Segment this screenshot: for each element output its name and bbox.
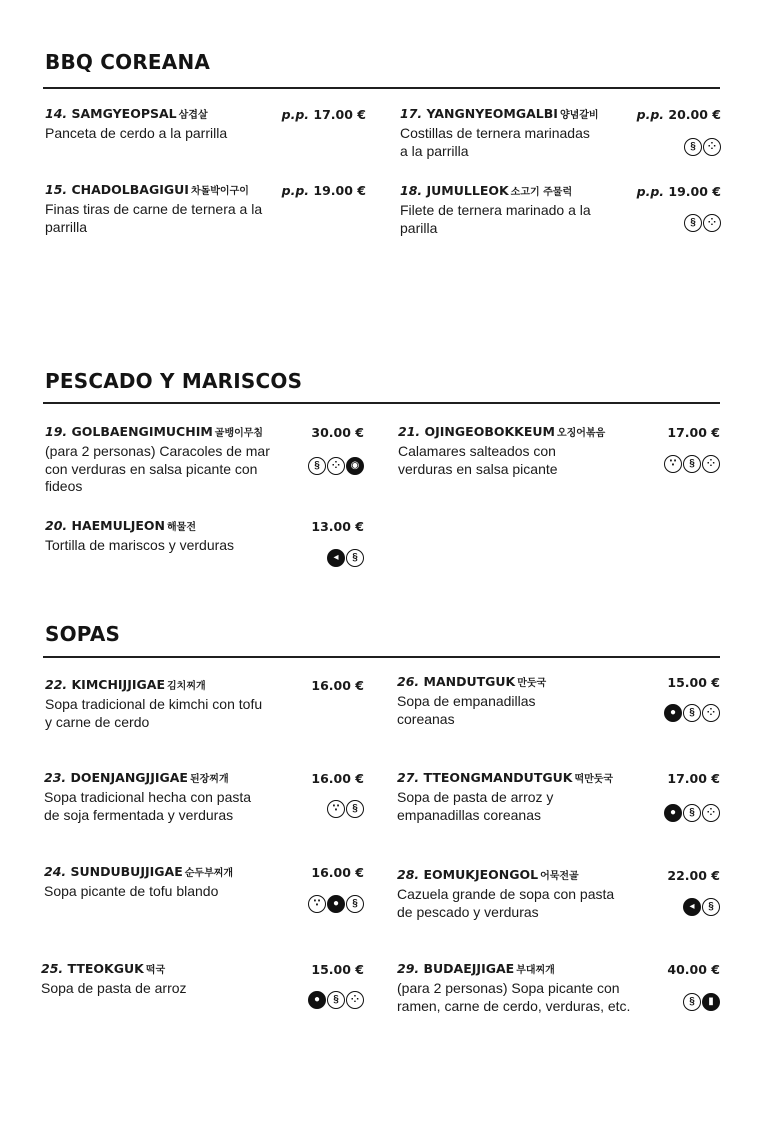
- item-korean-name: 어묵전골: [540, 871, 579, 882]
- item-description: Sopa tradicional de kimchi con tofu y carne de cerdo: [45, 696, 263, 730]
- item-number: 28.: [397, 867, 424, 882]
- item-number: 21.: [398, 424, 425, 439]
- allergen-icons: [327, 800, 364, 818]
- mollusc-icon: ◉: [346, 457, 364, 475]
- item-number: 14.: [45, 106, 72, 121]
- sesame-icon: ∵: [327, 800, 345, 818]
- price-value: 15.00 €: [311, 962, 364, 977]
- price-value: 20.00 €: [668, 107, 721, 122]
- item-description: (para 2 personas) Sopa picante con ramen, carne de cerdo, verduras, etc.: [397, 980, 631, 1014]
- section-divider: [43, 402, 720, 404]
- price-value: 19.00 €: [668, 184, 721, 199]
- gluten-icon: §: [684, 214, 702, 232]
- item-description: Tortilla de mariscos y verduras: [45, 537, 235, 553]
- price-value: 17.00 €: [313, 107, 366, 122]
- item-name: OJINGEOBOKKEUM: [424, 424, 555, 439]
- per-person-label: p.p.: [281, 183, 314, 198]
- section-title-sopas: SOPAS: [45, 622, 121, 646]
- item-name: TTEONGMANDUTGUK: [423, 770, 573, 785]
- allergen-icons: [308, 991, 364, 1009]
- allergen-icons: [664, 804, 720, 822]
- allergen-icons: [664, 704, 720, 722]
- item-name: TTEOKGUK: [67, 961, 144, 976]
- item-name: BUDAEJJIGAE: [423, 961, 515, 976]
- item-name: EOMUKJEONGOL: [423, 867, 539, 882]
- gluten-icon: §: [683, 993, 701, 1011]
- item-number: 27.: [397, 770, 424, 785]
- item-number: 22.: [45, 677, 72, 692]
- item-price: [311, 865, 364, 880]
- price-value: 30.00 €: [311, 425, 364, 440]
- item-description: Calamares salteados con verduras en salsa picante: [398, 443, 558, 477]
- item-description: Sopa picante de tofu blando: [44, 883, 219, 899]
- allergen-icons: [683, 993, 720, 1011]
- gluten-icon: §: [683, 804, 701, 822]
- egg-icon: ●: [664, 804, 682, 822]
- item-description: Cazuela grande de sopa con pasta de pescado y verduras: [397, 886, 615, 920]
- sesame-icon: ∵: [664, 455, 682, 473]
- item-korean-name: 만둣국: [517, 678, 547, 689]
- item-price: [637, 107, 721, 122]
- price-value: 17.00 €: [667, 771, 720, 786]
- item-price: [667, 675, 720, 690]
- item-korean-name: 오징어볶음: [556, 428, 606, 439]
- item-description: Sopa de pasta de arroz y empanadillas coreanas: [397, 789, 554, 823]
- item-korean-name: 차돌박이구이: [190, 186, 249, 197]
- allergen-icons: [308, 895, 364, 913]
- item-korean-name: 소고기 주물럭: [510, 187, 573, 198]
- item-price: [311, 519, 364, 534]
- soy-icon: ⁘: [702, 804, 720, 822]
- per-person-label: p.p.: [281, 107, 314, 122]
- price-value: 40.00 €: [667, 962, 720, 977]
- item-price: [311, 771, 364, 786]
- soy-icon: ⁘: [346, 991, 364, 1009]
- price-value: 16.00 €: [311, 678, 364, 693]
- item-name: JUMULLEOK: [426, 183, 509, 198]
- item-price: [311, 678, 364, 693]
- sesame-icon: ∵: [308, 895, 326, 913]
- gluten-icon: §: [684, 138, 702, 156]
- gluten-icon: §: [346, 895, 364, 913]
- milk-icon: ▮: [702, 993, 720, 1011]
- soy-icon: ⁘: [703, 214, 721, 232]
- allergen-icons: [664, 455, 720, 473]
- item-korean-name: 골뱅이무침: [214, 428, 264, 439]
- item-price: [311, 962, 364, 977]
- gluten-icon: §: [702, 898, 720, 916]
- item-name: CHADOLBAGIGUI: [71, 182, 189, 197]
- item-number: 20.: [45, 518, 72, 533]
- item-description: (para 2 personas) Caracoles de mar con verduras en salsa picante con fideos: [45, 443, 270, 494]
- price-value: 19.00 €: [313, 183, 366, 198]
- item-price: [311, 425, 364, 440]
- item-number: 29.: [397, 961, 424, 976]
- item-price: [637, 184, 721, 199]
- allergen-icons: [327, 549, 364, 567]
- allergen-icons: [308, 457, 364, 475]
- item-name: GOLBAENGIMUCHIM: [71, 424, 213, 439]
- item-number: 23.: [44, 770, 71, 785]
- allergen-icons: [683, 898, 720, 916]
- item-description: Finas tiras de carne de ternera a la parrilla: [45, 201, 263, 235]
- item-number: 24.: [44, 864, 71, 879]
- price-value: 15.00 €: [667, 675, 720, 690]
- item-price: [667, 962, 720, 977]
- allergen-icons: [684, 138, 721, 156]
- section-title-pescado: PESCADO Y MARISCOS: [45, 369, 303, 393]
- price-value: 13.00 €: [311, 519, 364, 534]
- item-korean-name: 떡만둣국: [574, 774, 614, 785]
- item-description: Costillas de ternera marinadas a la parrilla: [400, 125, 590, 159]
- soy-icon: ⁘: [702, 455, 720, 473]
- soy-icon: ⁘: [327, 457, 345, 475]
- item-name: DOENJANGJJIGAE: [70, 770, 188, 785]
- item-korean-name: 된장찌개: [189, 774, 229, 785]
- egg-icon: ●: [664, 704, 682, 722]
- item-description: Sopa de empanadillas coreanas: [397, 693, 536, 727]
- section-divider: [43, 87, 720, 89]
- item-number: 18.: [400, 183, 427, 198]
- item-number: 15.: [45, 182, 72, 197]
- price-value: 16.00 €: [311, 771, 364, 786]
- egg-icon: ●: [308, 991, 326, 1009]
- allergen-icons: [684, 214, 721, 232]
- item-number: 26.: [397, 674, 424, 689]
- section-divider: [43, 656, 720, 658]
- soy-icon: ⁘: [702, 704, 720, 722]
- item-korean-name: 해물전: [167, 522, 196, 533]
- gluten-icon: §: [683, 455, 701, 473]
- item-price: [282, 183, 366, 198]
- gluten-icon: §: [346, 549, 364, 567]
- item-name: SUNDUBUJJIGAE: [70, 864, 183, 879]
- item-name: MANDUTGUK: [423, 674, 516, 689]
- item-price: [667, 425, 720, 440]
- item-korean-name: 순두부찌개: [184, 868, 234, 879]
- price-value: 17.00 €: [667, 425, 720, 440]
- soy-icon: ⁘: [703, 138, 721, 156]
- item-korean-name: 부대찌개: [516, 965, 555, 976]
- gluten-icon: §: [327, 991, 345, 1009]
- fish-icon: ◂: [683, 898, 701, 916]
- item-korean-name: 김치찌개: [167, 681, 206, 692]
- item-name: SAMGYEOPSAL: [71, 106, 177, 121]
- item-korean-name: 삼겹살: [178, 110, 208, 121]
- item-description: Panceta de cerdo a la parrilla: [45, 125, 228, 141]
- fish-icon: ◂: [327, 549, 345, 567]
- item-description: Sopa tradicional hecha con pasta de soja fermentada y verduras: [44, 789, 252, 823]
- per-person-label: p.p.: [636, 184, 669, 199]
- gluten-icon: §: [308, 457, 326, 475]
- egg-icon: ●: [327, 895, 345, 913]
- item-korean-name: 양념갈비: [559, 110, 599, 121]
- item-price: [667, 868, 720, 883]
- per-person-label: p.p.: [636, 107, 669, 122]
- item-price: [282, 107, 366, 122]
- price-value: 22.00 €: [667, 868, 720, 883]
- price-value: 16.00 €: [311, 865, 364, 880]
- gluten-icon: §: [346, 800, 364, 818]
- item-description: Filete de ternera marinado a la parilla: [400, 202, 591, 236]
- item-number: 17.: [400, 106, 427, 121]
- item-name: KIMCHIJJIGAE: [71, 677, 165, 692]
- item-number: 19.: [45, 424, 72, 439]
- item-number: 25.: [41, 961, 68, 976]
- item-price: [667, 771, 720, 786]
- section-title-bbq: BBQ COREANA: [45, 50, 211, 74]
- item-name: HAEMULJEON: [71, 518, 166, 533]
- item-description: Sopa de pasta de arroz: [41, 980, 187, 996]
- item-name: YANGNYEOMGALBI: [426, 106, 558, 121]
- gluten-icon: §: [683, 704, 701, 722]
- item-korean-name: 떡국: [145, 965, 166, 976]
